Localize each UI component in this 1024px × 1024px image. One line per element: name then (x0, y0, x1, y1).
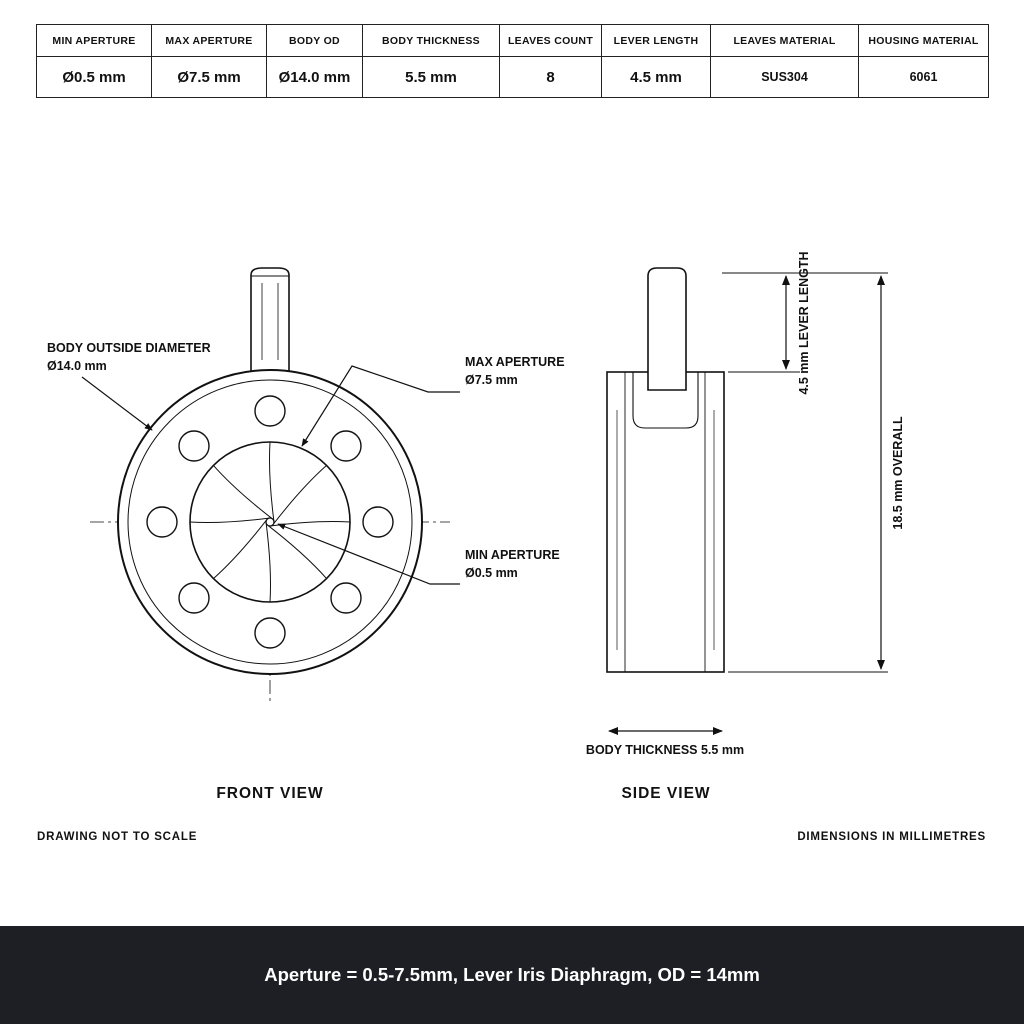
leader-body-od (82, 377, 152, 430)
max-aperture-label: MAX APERTURE (465, 355, 565, 369)
max-aperture-value: Ø7.5 mm (465, 373, 518, 387)
header-leaves-material: LEAVES MATERIAL (711, 25, 859, 57)
header-housing-material: HOUSING MATERIAL (859, 25, 989, 57)
footer-banner (0, 926, 1024, 1024)
min-aperture-circle (266, 518, 274, 526)
header-max-aperture: MAX APERTURE (152, 25, 267, 57)
value-leaves-material: SUS304 (711, 57, 859, 98)
side-view-title: SIDE VIEW (621, 785, 711, 802)
note-units: DIMENSIONS IN MILLIMETRES (797, 831, 986, 843)
body-od-value: Ø14.0 mm (47, 359, 107, 373)
value-body-thickness: 5.5 mm (363, 57, 500, 98)
front-view (82, 268, 460, 702)
overall-dimension-label: 18.5 mm OVERALL (891, 416, 905, 530)
front-lever (251, 268, 289, 373)
header-leaves-count: LEAVES COUNT (500, 25, 602, 57)
min-aperture-label: MIN APERTURE (465, 548, 560, 562)
value-min-aperture: Ø0.5 mm (37, 57, 152, 98)
value-leaves-count: 8 (500, 57, 602, 98)
side-lever (648, 268, 686, 390)
lever-length-dimension-label: 4.5 mm LEVER LENGTH (797, 251, 811, 395)
side-view (607, 268, 888, 731)
value-housing-material: 6061 (859, 57, 989, 98)
note-not-to-scale: DRAWING NOT TO SCALE (37, 831, 198, 843)
header-body-thickness: BODY THICKNESS (363, 25, 500, 57)
value-max-aperture: Ø7.5 mm (152, 57, 267, 98)
footer-caption: Aperture = 0.5-7.5mm, Lever Iris Diaphragm, OD = 14mm (264, 964, 760, 985)
front-view-title: FRONT VIEW (216, 785, 324, 802)
body-thickness-label: BODY THICKNESS 5.5 mm (585, 743, 745, 757)
value-body-od: Ø14.0 mm (267, 57, 363, 98)
header-body-od: BODY OD (267, 25, 363, 57)
body-od-label: BODY OUTSIDE DIAMETER (47, 341, 211, 355)
min-aperture-value: Ø0.5 mm (465, 566, 518, 580)
header-min-aperture: MIN APERTURE (37, 25, 152, 57)
value-lever-length: 4.5 mm (602, 57, 711, 98)
header-lever-length: LEVER LENGTH (602, 25, 711, 57)
